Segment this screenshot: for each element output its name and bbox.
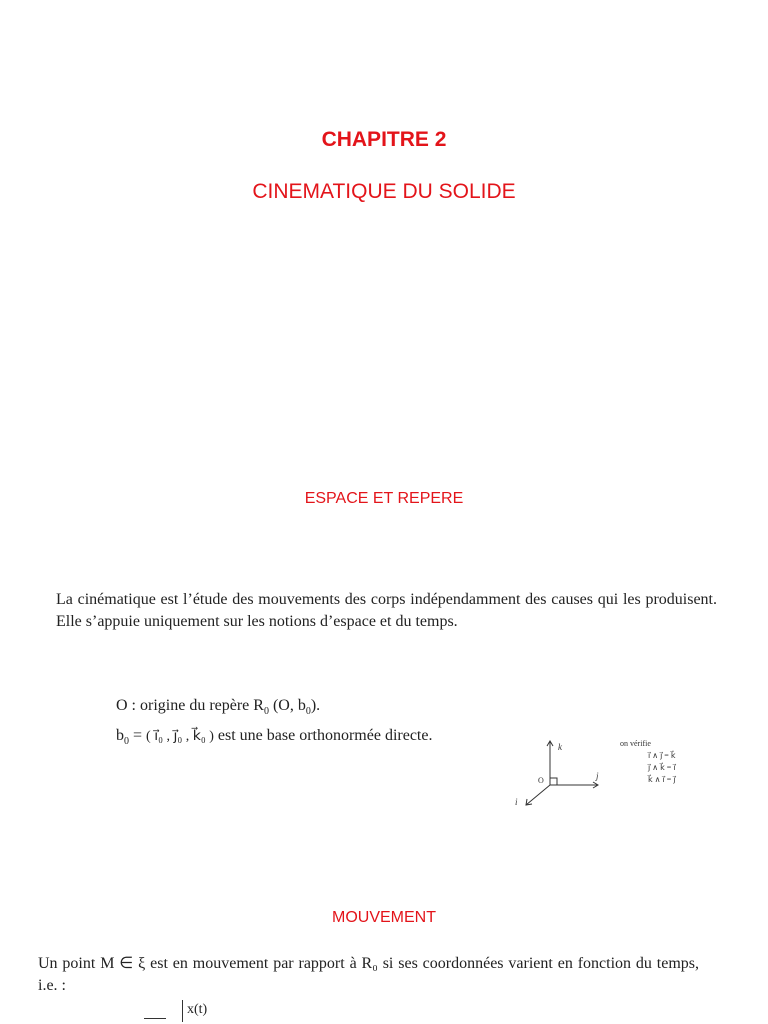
basis-vectors: ( i⃗₀ , j⃗₀ , k⃗₀ ) bbox=[146, 729, 214, 745]
chapter-heading: CHAPITRE 2 bbox=[321, 128, 447, 151]
section-title-mouvement: MOUVEMENT bbox=[332, 909, 436, 926]
coordinates-fragment bbox=[144, 1000, 207, 1022]
section-title-espace: ESPACE ET REPERE bbox=[304, 490, 464, 507]
basis-symbol: b bbox=[116, 727, 124, 745]
basis-sub: 0 bbox=[124, 736, 129, 748]
origin-end: ). bbox=[310, 697, 321, 714]
verify-row: j⃗ ∧ k⃗ = i⃗ bbox=[648, 763, 676, 772]
i-label: i⃗ bbox=[515, 797, 525, 807]
basis-equals: = bbox=[129, 727, 147, 745]
definitions bbox=[116, 694, 432, 754]
j-label: j⃗ bbox=[596, 771, 606, 781]
verify-title: on vérifie bbox=[620, 739, 651, 748]
basis-description: est une base orthonormée directe. bbox=[213, 727, 433, 745]
origin-box bbox=[550, 778, 557, 785]
vector-arrow bbox=[144, 1018, 166, 1019]
mouvement-paragraph: Un point M ∈ ξ est en mouvement par rapport à R₀ si ses coordonnées varient en fonction du temps, i.e. : bbox=[38, 955, 699, 994]
basis-line bbox=[116, 724, 432, 754]
origin-sub-2: 0 bbox=[305, 706, 311, 718]
chapter-title: CINEMATIQUE DU SOLIDE bbox=[252, 180, 516, 203]
origin-text: O : origine du repère R bbox=[116, 697, 264, 714]
intro-paragraph: La cinématique est l’étude des mouvements des corps indépendamment des causes qui les produisent. Elle s’appuie uniquement sur les notions d’espace et du temps. bbox=[56, 591, 717, 630]
verification-box bbox=[616, 738, 675, 786]
k-label: k⃗ bbox=[558, 742, 569, 752]
verify-row: k⃗ ∧ i⃗ = j⃗ bbox=[648, 775, 676, 784]
i-axis bbox=[526, 785, 550, 805]
axes-diagram bbox=[500, 735, 610, 820]
origin-line bbox=[116, 694, 432, 724]
origin-label: O bbox=[538, 776, 544, 785]
verify-row: i⃗ ∧ j⃗ = k⃗ bbox=[648, 751, 676, 760]
coordinate-x: x(t) bbox=[182, 1000, 207, 1022]
origin-text-2: (O, b bbox=[268, 697, 306, 714]
origin-sub: 0 bbox=[263, 706, 269, 718]
